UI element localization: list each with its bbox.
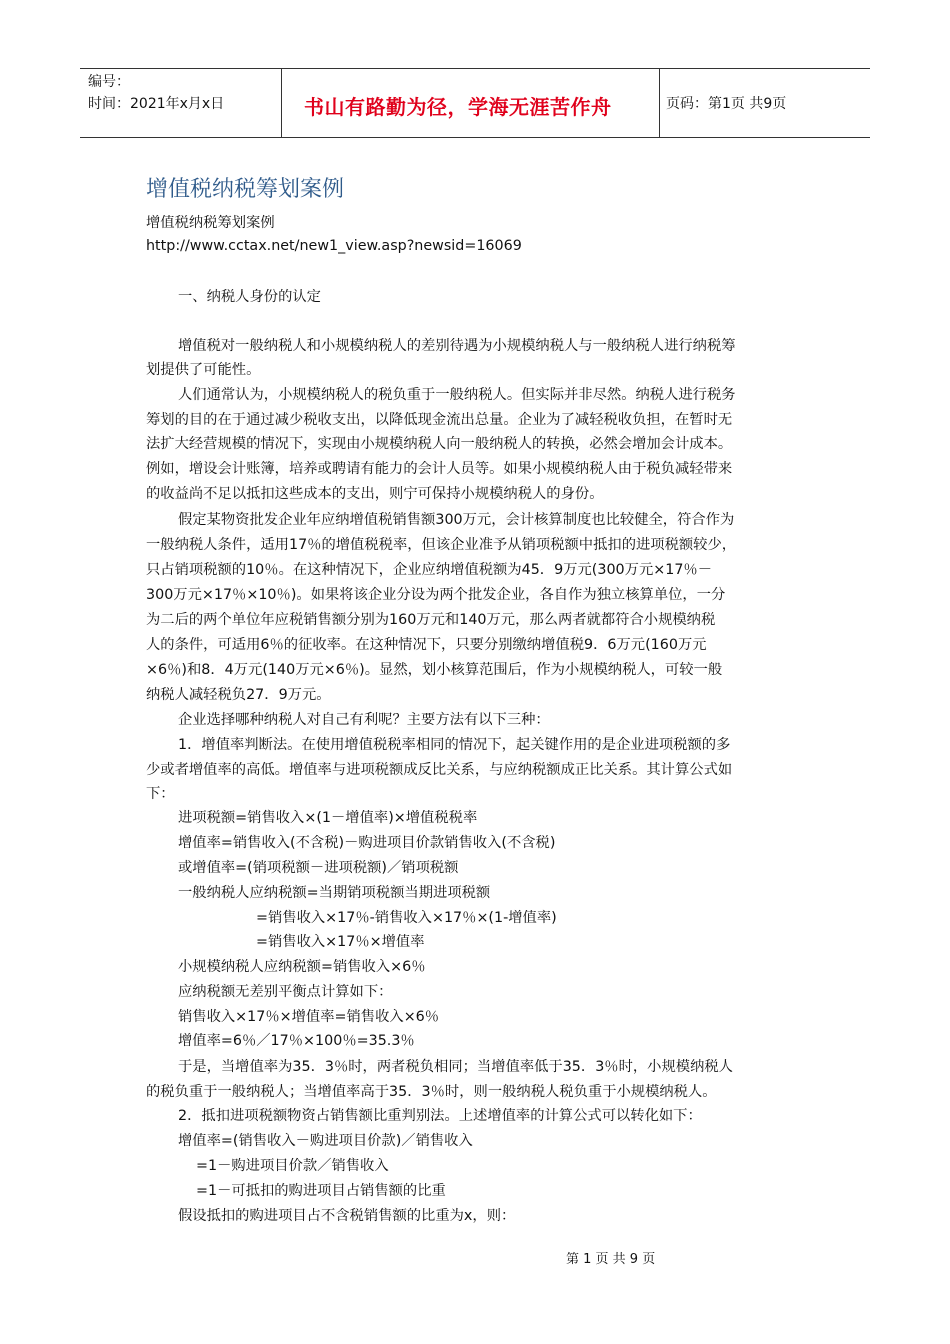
body-line: 划提供了可能性。: [146, 362, 261, 378]
date-label: 时间：2021年x月x日: [88, 96, 225, 112]
body-line: 一、纳税人身份的认定: [178, 289, 321, 305]
body-line: 增值率=销售收入(不含税)－购进项目价款销售收入(不含税): [178, 835, 556, 851]
body-line: 人们通常认为，小规模纳税人的税负重于一般纳税人。但实际并非尽然。纳税人进行税务: [178, 387, 736, 403]
body-line: 进项税额=销售收入×(1－增值率)×增值税税率: [178, 810, 478, 826]
body-line: 应纳税额无差别平衡点计算如下：: [178, 984, 393, 1000]
body-line: =1－可抵扣的购进项目占销售额的比重: [196, 1183, 446, 1199]
body-line: 增值率=6％／17％×100％=35.3％: [178, 1033, 415, 1049]
body-line: 筹划的目的在于通过减少税收支出，以降低现金流出总量。企业为了减轻税收负担，在暂时无: [146, 412, 733, 428]
body-line: 假设抵扣的购进项目占不含税销售额的比重为x，则：: [178, 1208, 516, 1224]
body-line: 增值税对一般纳税人和小规模纳税人的差别待遇为小规模纳税人与一般纳税人进行纳税筹: [178, 338, 736, 354]
body-line: 一般纳税人应纳税额=当期销项税额当期进项税额: [178, 885, 491, 901]
body-line: 增值率=(销售收入－购进项目价款)／销售收入: [178, 1133, 473, 1149]
document-subtitle: 增值税纳税筹划案例: [146, 215, 275, 231]
body-line: =销售收入×17％-销售收入×17％×(1-增值率): [256, 910, 557, 926]
body-line: 300万元×17％×10％)。如果将该企业分设为两个批发企业，各自作为独立核算单位，一分: [146, 587, 726, 603]
body-line: 为二后的两个单位年应税销售额分别为160万元和140万元，那么两者就都符合小规模纳税: [146, 612, 716, 628]
body-line: 下：: [146, 786, 175, 802]
body-line: 于是，当增值率为35．3％时，两者税负相同；当增值率低于35．3％时，小规模纳税人: [178, 1059, 733, 1075]
body-line: 小规模纳税人应纳税额=销售收入×6％: [178, 959, 426, 975]
body-line: 人的条件，可适用6％的征收率。在这种情况下，只要分别缴纳增值税9．6万元(160万元: [146, 637, 707, 653]
source-link[interactable]: http://www.cctax.net/new1_view.asp?newsid=16069: [146, 238, 522, 254]
body-line: 只占销项税额的10％。在这种情况下，企业应纳增值税额为45．9万元(300万元×17％－: [146, 562, 713, 578]
body-line: 一般纳税人条件，适用17％的增值税税率，但该企业准予从销项税额中抵扣的进项税额较少，: [146, 537, 737, 553]
body-line: 或增值率=(销项税额－进项税额)／销项税额: [178, 860, 459, 876]
body-line: ×6％)和8．4万元(140万元×6％)。显然，划小核算范围后，作为小规模纳税人，可较一般: [146, 662, 723, 678]
body-line: 企业选择哪种纳税人对自己有利呢？主要方法有以下三种：: [178, 712, 550, 728]
slogan: 书山有路勤为径，学海无涯苦作舟: [304, 95, 612, 119]
body-line: 销售收入×17％×增值率=销售收入×6％: [178, 1009, 440, 1025]
body-line: 纳税人减轻税负27．9万元。: [146, 687, 331, 703]
document-title: 增值税纳税筹划案例: [146, 177, 345, 202]
page-number-label: 页码：第1页 共9页: [666, 96, 787, 112]
number-label: 编号：: [88, 74, 130, 90]
body-line: =1－购进项目价款／销售收入: [196, 1158, 389, 1174]
body-line: 法扩大经营规模的情况下，实现由小规模纳税人向一般纳税人的转换，必然会增加会计成本。: [146, 436, 733, 452]
body-line: =销售收入×17％×增值率: [256, 934, 425, 950]
body-line: 的收益尚不足以抵扣这些成本的支出，则宁可保持小规模纳税人的身份。: [146, 486, 604, 502]
body-line: 假定某物资批发企业年应纳增值税销售额300万元，会计核算制度也比较健全，符合作为: [178, 512, 735, 528]
body-line: 1．增值率判断法。在使用增值税税率相同的情况下，起关键作用的是企业进项税额的多: [178, 737, 731, 753]
body-line: 例如，增设会计账簿，培养或聘请有能力的会计人员等。如果小规模纳税人由于税负减轻带来: [146, 461, 733, 477]
body-line: 的税负重于一般纳税人；当增值率高于35．3％时，则一般纳税人税负重于小规模纳税人。: [146, 1084, 717, 1100]
header-slogan-cell: [281, 69, 660, 137]
body-line: 少或者增值率的高低。增值率与进项税额成反比关系，与应纳税额成正比关系。其计算公式如: [146, 762, 733, 778]
body-line: 2．抵扣进项税额物资占销售额比重判别法。上述增值率的计算公式可以转化如下：: [178, 1108, 702, 1124]
page-header: [80, 68, 870, 138]
header-left-cell: [80, 69, 280, 139]
page-footer: 第 1 页 共 9 页: [566, 1252, 656, 1267]
